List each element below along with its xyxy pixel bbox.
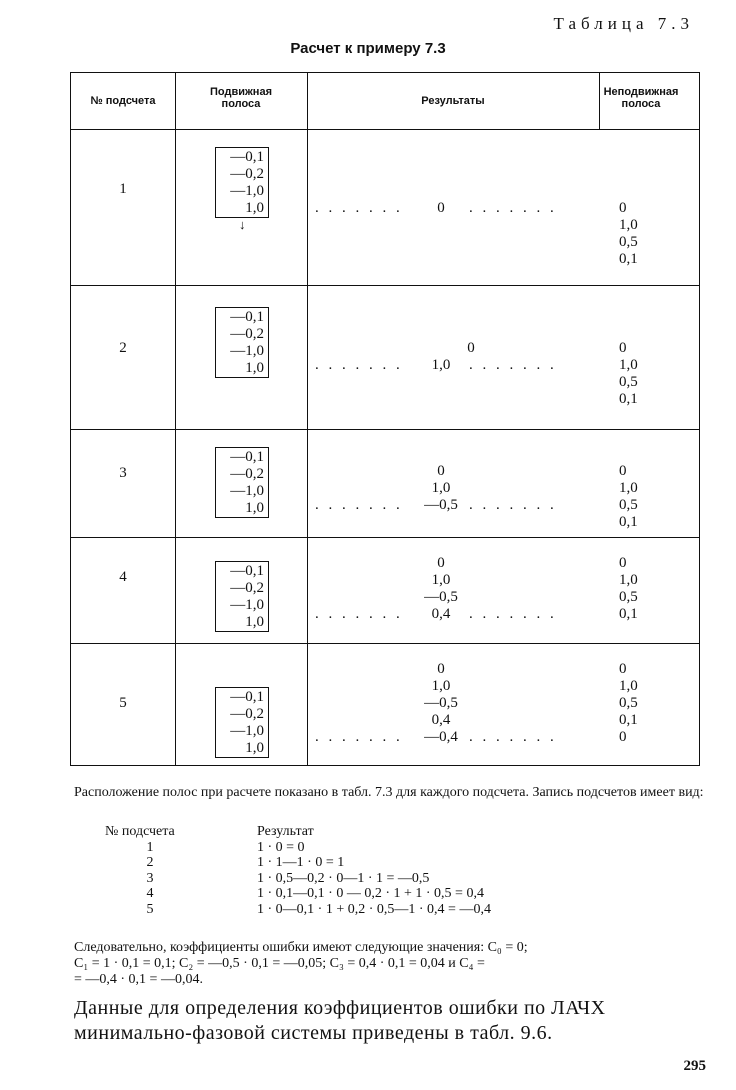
row-number: 4 — [119, 569, 127, 585]
strip-value: —1,0 — [230, 723, 264, 739]
row-divider — [71, 537, 699, 538]
count-number: 5 — [146, 901, 154, 917]
count-result: 1 · 0 = 0 — [257, 839, 305, 855]
strip-value: —0,1 — [230, 149, 264, 165]
strip-value: 1,0 — [245, 740, 264, 756]
convolution-table — [70, 72, 700, 766]
table-caption: Расчет к примеру 7.3 — [290, 40, 446, 57]
result-value: 0 — [437, 661, 445, 677]
fixed-value: 0,1 — [619, 251, 638, 267]
row-divider — [71, 643, 699, 644]
strip-value: 1,0 — [245, 200, 264, 216]
results-cell: 0 1,0 —0,5 . . . . . . . 0,4 . . . . . . . — [315, 555, 557, 622]
conclusion-line: C₁ = 1 · 0,1 = 0,1; C₂ = —0,5 · 0,1 = —0,05; C₃ = 0,4 · 0,1 = 0,04 и C₄ = — [74, 956, 485, 971]
result-value: 1,0 — [431, 572, 451, 588]
conclusion-paragraph — [74, 940, 714, 988]
header-results: Результаты — [421, 95, 485, 107]
fixed-strip — [619, 200, 638, 268]
fixed-strip — [619, 661, 638, 746]
fixed-strip — [619, 340, 638, 408]
column-divider — [175, 73, 176, 765]
result-value: 1,0 — [431, 480, 451, 496]
fixed-value: 1,0 — [619, 678, 638, 694]
moving-strip — [215, 147, 269, 218]
row-divider — [71, 429, 699, 430]
strip-value: —1,0 — [230, 343, 264, 359]
result-value: 1,0 — [431, 357, 451, 373]
fixed-value: 0,5 — [619, 497, 638, 513]
fixed-value: 0 — [619, 555, 627, 571]
result-value: —0,5 — [424, 589, 458, 605]
fixed-value: 0,1 — [619, 712, 638, 728]
strip-value: —0,2 — [230, 466, 264, 482]
count-number: 3 — [146, 870, 154, 886]
header-fixed-strip — [581, 86, 701, 110]
row-divider — [71, 285, 699, 286]
count-number: 4 — [146, 886, 154, 901]
fixed-value: 0 — [619, 340, 627, 356]
body-paragraph: Данные для определения коэффициентов ошибки по ЛАЧХ минимально-фазовой системы приведены в табл. 9.6. — [74, 997, 606, 1044]
moving-strip — [215, 687, 269, 758]
count-header-no: № подсчета — [105, 824, 175, 839]
row-number: 5 — [119, 695, 127, 711]
fixed-value: 0,1 — [619, 514, 638, 530]
moving-strip — [215, 561, 269, 632]
strip-value: —0,2 — [230, 706, 264, 722]
fixed-value: 0 — [619, 463, 627, 479]
fixed-value: 0,5 — [619, 374, 638, 390]
fixed-strip — [619, 463, 638, 531]
strip-value: 1,0 — [245, 500, 264, 516]
fixed-value: 0 — [619, 661, 627, 677]
strip-value: —1,0 — [230, 483, 264, 499]
fixed-value: 0,5 — [619, 589, 638, 605]
description-paragraph: Расположение полос при расчете показано в табл. 7.3 для каждого подсчета. Запись подсчетов имеет вид: — [74, 785, 704, 800]
row-number: 3 — [119, 465, 127, 481]
fixed-value: 1,0 — [619, 357, 638, 373]
strip-value: —0,2 — [230, 166, 264, 182]
fixed-value: 0 — [619, 200, 627, 216]
count-result: 1 · 0,5—0,2 · 0—1 · 1 = —0,5 — [257, 870, 430, 886]
fixed-value: 0,1 — [619, 391, 638, 407]
strip-value: —0,1 — [230, 309, 264, 325]
results-cell: 0 1,0 . . . . . . . —0,5 . . . . . . . — [315, 463, 557, 513]
strip-value: 1,0 — [245, 614, 264, 630]
table-label: Таблица 7.3 — [553, 14, 694, 33]
moving-strip — [215, 447, 269, 518]
strip-value: —0,1 — [230, 449, 264, 465]
results-cell: 0 1,0 —0,5 0,4 . . . . . . . —0,4 . . . . . . . — [315, 661, 557, 745]
strip-value: —1,0 — [230, 597, 264, 613]
count-result: 1 · 0,1—0,1 · 0 — 0,2 · 1 + 1 · 0,5 = 0,4 — [257, 886, 484, 901]
fixed-strip — [619, 555, 638, 623]
header-count-no: № подсчета — [90, 95, 156, 107]
result-value: —0,4 — [424, 729, 458, 745]
count-result: 1 · 1—1 · 0 = 1 — [257, 855, 345, 870]
fixed-value: 1,0 — [619, 572, 638, 588]
fixed-value: 0,5 — [619, 234, 638, 250]
count-number: 2 — [146, 855, 154, 870]
conclusion-line: = —0,4 · 0,1 = —0,04. — [74, 972, 203, 987]
count-result: 1 · 0—0,1 · 1 + 0,2 · 0,5—1 · 0,4 = —0,4 — [257, 901, 491, 917]
fixed-value: 0 — [619, 729, 627, 745]
strip-value: —1,0 — [230, 183, 264, 199]
result-value: 0 — [437, 463, 445, 479]
down-arrow-icon: ↓ — [239, 217, 246, 232]
header-fixed-strip-line1: Неподвижная — [603, 86, 679, 98]
header-fixed-strip-line2: полоса — [621, 98, 661, 110]
result-value: 0 — [437, 555, 445, 571]
strip-value: —0,2 — [230, 580, 264, 596]
result-value: 0,4 — [431, 606, 451, 622]
fixed-value: 0,1 — [619, 606, 638, 622]
fixed-value: 0,5 — [619, 695, 638, 711]
page-number: 295 — [683, 1058, 706, 1074]
header-moving-strip — [175, 86, 307, 110]
count-header-result: Результат — [257, 824, 314, 839]
strip-value: —0,2 — [230, 326, 264, 342]
moving-strip — [215, 307, 269, 378]
column-divider — [307, 73, 308, 765]
row-number: 2 — [119, 340, 127, 356]
fixed-value: 1,0 — [619, 480, 638, 496]
strip-value: —0,1 — [230, 563, 264, 579]
header-moving-strip-line1: Подвижная — [210, 86, 272, 98]
result-value: 0,4 — [431, 712, 451, 728]
result-value: —0,5 — [424, 695, 458, 711]
result-value: —0,5 — [424, 497, 458, 513]
count-number: 1 — [146, 839, 154, 855]
strip-value: —0,1 — [230, 689, 264, 705]
results-cell: . . . . . . . 0 . . . . . . . — [315, 200, 557, 216]
fixed-value: 1,0 — [619, 217, 638, 233]
conclusion-line: Следовательно, коэффициенты ошибки имеют следующие значения: C₀ = 0; — [74, 940, 528, 955]
row-divider — [71, 129, 699, 130]
strip-value: 1,0 — [245, 360, 264, 376]
result-value: 1,0 — [431, 678, 451, 694]
header-moving-strip-line2: полоса — [221, 98, 261, 110]
row-number: 1 — [119, 181, 127, 197]
results-cell: 0 . . . . . . . 1,0 . . . . . . . — [315, 340, 557, 373]
result-value: 0 — [437, 200, 445, 216]
result-value: 0 — [467, 340, 475, 356]
